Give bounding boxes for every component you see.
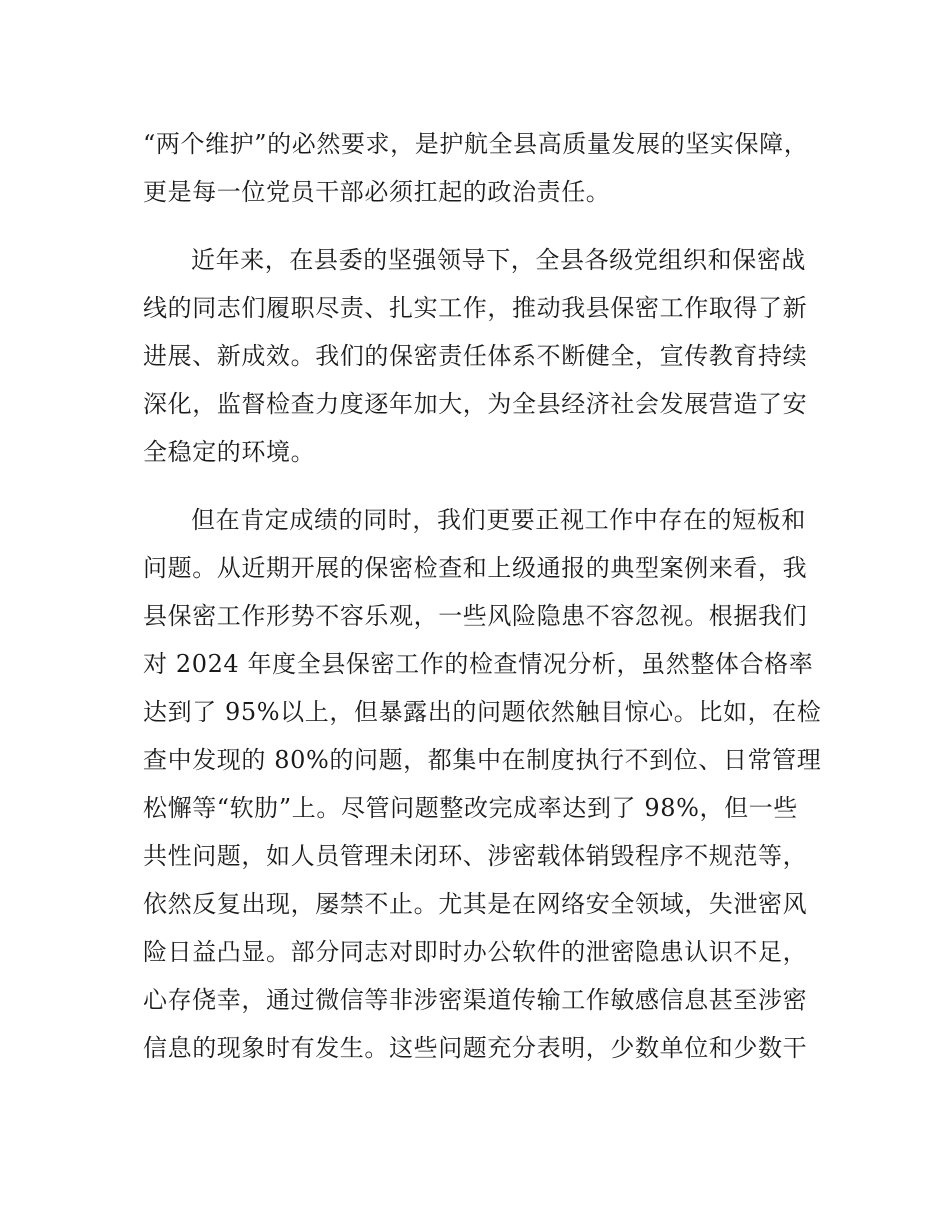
paragraph-line: 深化，监督检查力度逐年加大，为全县经济社会发展营造了安 bbox=[143, 390, 808, 418]
paragraph-line: 险日益凸显。部分同志对即时办公软件的泄密隐患认识不足， bbox=[143, 938, 808, 966]
paragraph-line: 达到了 95%以上，但暴露出的问题依然触目惊心。比如，在检 bbox=[143, 698, 822, 726]
paragraph-line: 全稳定的环境。 bbox=[143, 438, 316, 466]
paragraph-line: 县保密工作形势不容乐观，一些风险隐患不容忽视。根据我们 bbox=[143, 602, 808, 630]
paragraph-line: 线的同志们履职尽责、扎实工作，推动我县保密工作取得了新 bbox=[143, 294, 808, 322]
paragraph-line: 依然反复出现，屡禁不止。尤其是在网络安全领域，失泄密风 bbox=[143, 890, 808, 918]
paragraph-line: 信息的现象时有发生。这些问题充分表明，少数单位和少数干 bbox=[143, 1034, 808, 1062]
paragraph-line: 近年来，在县委的坚强领导下，全县各级党组织和保密战 bbox=[191, 246, 806, 274]
paragraph-line: “两个维护”的必然要求，是护航全县高质量发展的坚实保障， bbox=[143, 130, 809, 158]
paragraph-line: 对 2024 年度全县保密工作的检查情况分析，虽然整体合格率 bbox=[143, 650, 814, 678]
paragraph-line: 查中发现的 80%的问题，都集中在制度执行不到位、日常管理 bbox=[143, 746, 822, 774]
paragraph-line: 问题。从近期开展的保密检查和上级通报的典型案例来看，我 bbox=[143, 554, 808, 582]
paragraph-line: 更是每一位党员干部必须扛起的政治责任。 bbox=[143, 178, 611, 206]
paragraph-line: 但在肯定成绩的同时，我们更要正视工作中存在的短板和 bbox=[191, 506, 806, 534]
paragraph-line: 心存侥幸，通过微信等非涉密渠道传输工作敏感信息甚至涉密 bbox=[143, 986, 808, 1014]
paragraph-line: 进展、新成效。我们的保密责任体系不断健全，宣传教育持续 bbox=[143, 342, 808, 370]
paragraph-line: 共性问题，如人员管理未闭环、涉密载体销毁程序不规范等， bbox=[143, 842, 808, 870]
paragraph-line: 松懈等“软肋”上。尽管问题整改完成率达到了 98%，但一些 bbox=[143, 794, 798, 822]
